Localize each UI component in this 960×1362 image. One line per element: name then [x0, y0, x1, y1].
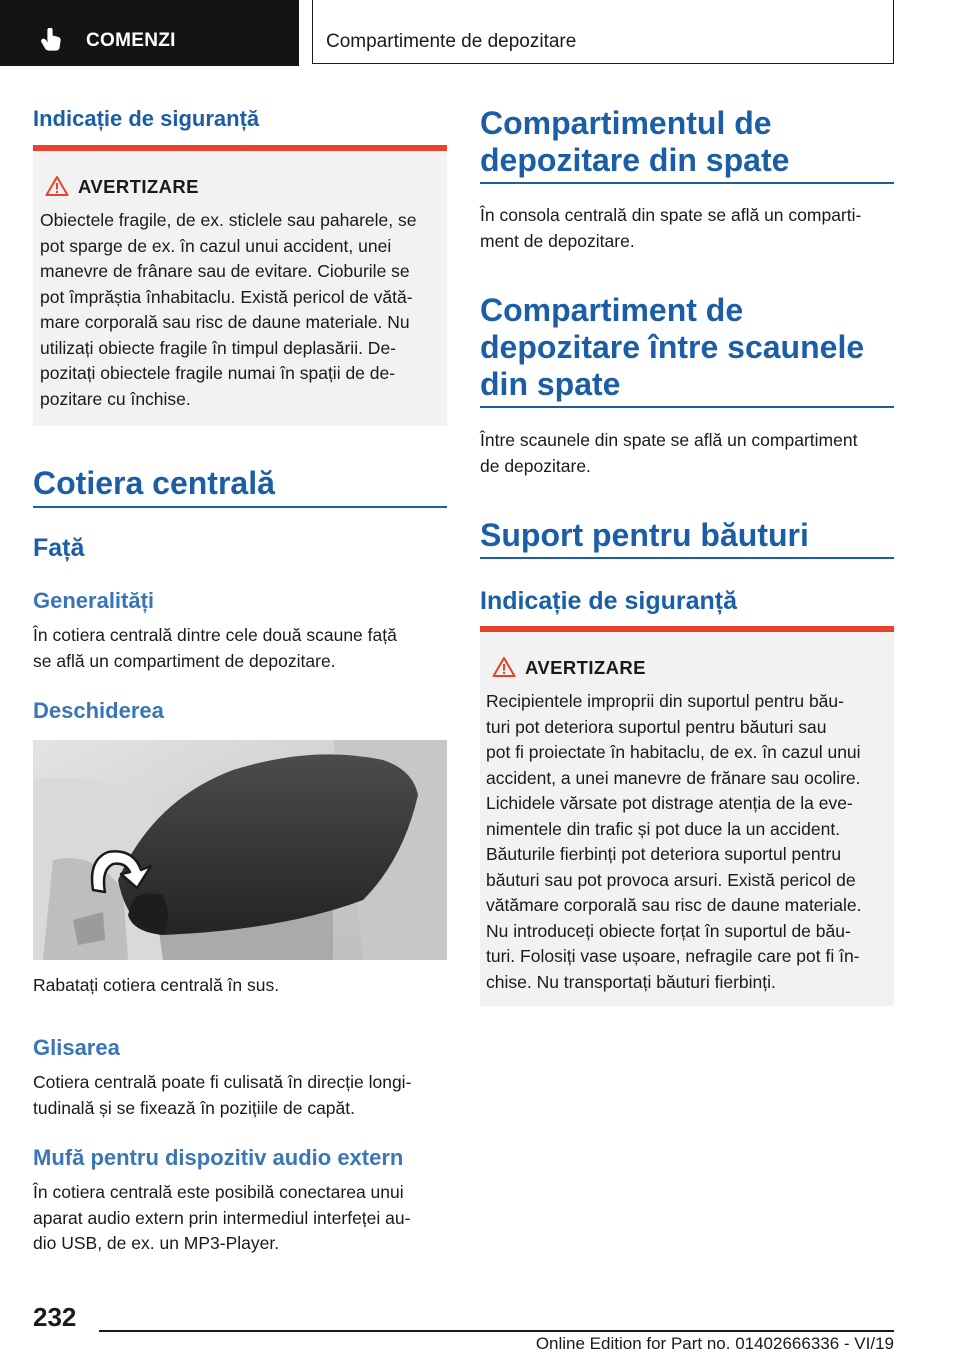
general-heading: Generalități — [33, 588, 155, 613]
audio-text: În cotiera centrală este posibilă conectarea unui aparat audio extern prin intermediul interfeței au- dio USB, de ex. un MP3-Player. — [33, 1182, 411, 1253]
sliding-text: Cotiera centrală poate fi culisată în direcție longi- tudinală și se fixează în pozițiile de capăt. — [33, 1072, 412, 1118]
between-seats-heading: Compartiment de depozitare între scaunele din spate — [480, 292, 865, 402]
rear-storage-text: În consola centrală din spate se află un comparti- ment de depozitare. — [480, 205, 862, 251]
section-tab[interactable] — [0, 0, 299, 66]
armrest-illustration — [33, 740, 447, 960]
rear-storage-heading: Compartimentul de depozitare din spate — [480, 105, 790, 178]
warning-title: AVERTIZARE — [78, 176, 199, 197]
warning-text: Obiectele fragile, de ex. sticlele sau paharele, se pot sparge de ex. în cazul unui accident, unei manevre de frânare sau de evitare. Cioburile se pot împrăștia înhabitaclu. Există pericol de vătă- mare corporală sau risc de daune materiale. Nu utilizați obiecte fragile în timpul deplasării. De- pozitați obiectele fragile numai în spații de de- pozitare cu închise. — [40, 210, 417, 409]
heading-rule — [480, 557, 894, 559]
heading-rule — [33, 506, 447, 508]
audio-heading: Mufă pentru dispozitiv audio extern — [33, 1145, 404, 1170]
warning-title: AVERTIZARE — [525, 657, 646, 678]
page-number: 232 — [33, 1302, 77, 1332]
warning-box-cupholder — [480, 626, 894, 1006]
warning-triangle-icon — [45, 175, 69, 197]
footer-rule — [99, 1330, 894, 1332]
opening-heading: Deschiderea — [33, 698, 164, 723]
front-heading: Față — [33, 534, 85, 562]
sliding-heading: Glisarea — [33, 1035, 120, 1060]
chapter-header — [312, 0, 894, 64]
cupholder-heading: Suport pentru băuturi — [480, 517, 809, 553]
safety-heading: Indicație de siguranță — [33, 106, 260, 131]
heading-rule — [480, 406, 894, 408]
heading-rule — [480, 182, 894, 184]
general-text: În cotiera centrală dintre cele două scaune față se află un compartiment de depozitare. — [33, 625, 397, 671]
cupholder-safety-heading: Indicație de siguranță — [480, 587, 738, 615]
between-seats-text: Între scaunele din spate se află un compartiment de depozitare. — [480, 430, 858, 476]
warning-box-fragile — [33, 145, 447, 426]
armrest-heading: Cotiera centrală — [33, 465, 275, 501]
warning-text: Recipientele improprii din suportul pentru bău- turi pot deteriora suportul pentru băuturi sau pot fi proiectate în habitaclu, de ex. în cazul unui accident, a unei manevre de frănare sau ocolire. Lichidele vărsate pot distrage atenția de la eve- nimentele din trafic și pot duce la un accident. Băuturile fierbinți pot deteriora suportul pentru băuturi sau pot provoca arsuri. Există pericol de vătămare corporală sau risc de daune materiale. Nu introduceți obiecte forțat în suportul de bău- turi. Folosiți vase ușoare, nefragile care pot fi în- chise. Nu transportați băuturi fierbinți. — [486, 691, 862, 992]
photo-caption: Rabatați cotiera centrală în sus. — [33, 975, 280, 995]
armrest-photo — [33, 740, 447, 960]
chapter-title: Compartimente de depozitare — [326, 31, 577, 52]
section-label: COMENZI — [86, 30, 176, 51]
hand-pointer-icon — [40, 28, 62, 52]
warning-triangle-icon — [492, 656, 516, 678]
edition-note: Online Edition for Part no. 01402666336 - VI/19 — [535, 1334, 894, 1353]
